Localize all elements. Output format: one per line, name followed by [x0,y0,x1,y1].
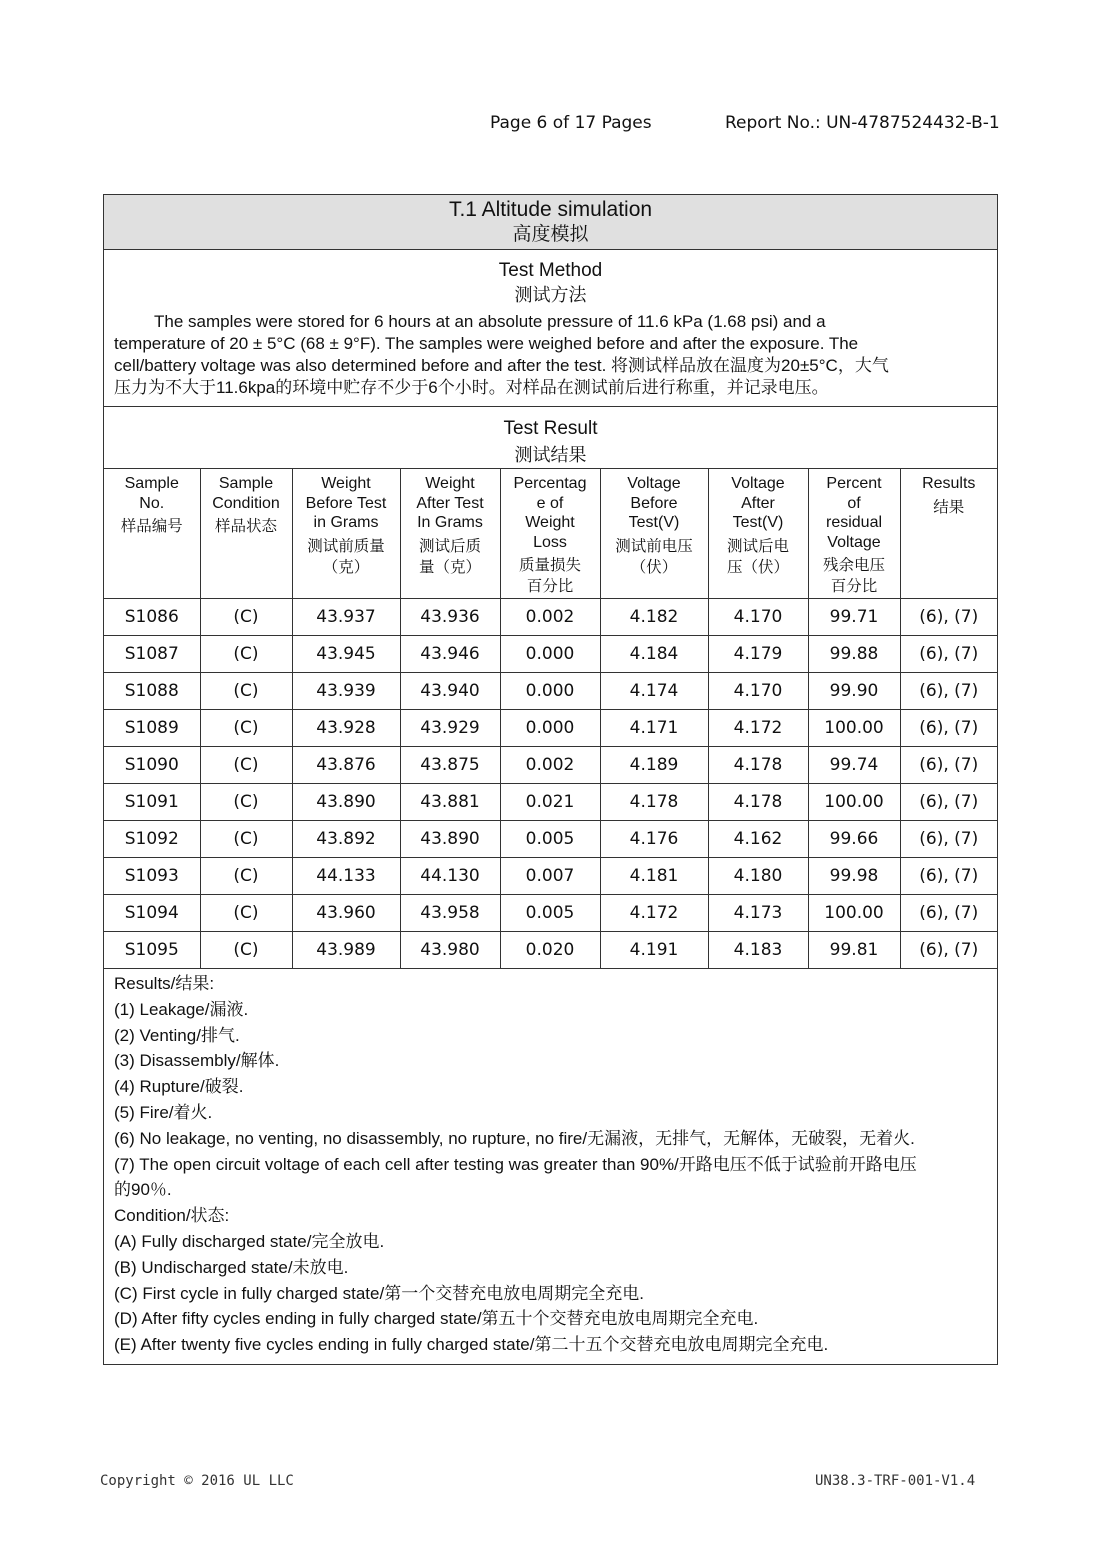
table-cell: 99.81 [808,932,900,969]
column-header-en: Weight After Test In Grams [416,475,484,531]
column-header-zh: 测试前质量 （克） [307,537,385,576]
table-cell: 4.178 [708,747,808,784]
column-header-en: Percentag e of Weight Loss [513,475,587,551]
table-cell: 43.929 [400,710,500,747]
table-row [104,784,997,821]
table-cell: 100.00 [808,710,900,747]
table-row [104,932,997,969]
table-cell: (C) [200,932,292,969]
table-cell: 4.180 [708,858,808,895]
table-cell: S1090 [104,747,200,784]
table-cell: (C) [200,710,292,747]
method-heading-zh: 测试方法 [514,285,587,305]
column-header [808,469,900,599]
table-cell: 99.66 [808,821,900,858]
note-line: (B) Undischarged state/未放电. [114,1257,349,1277]
table-cell: (6), (7) [900,895,997,932]
table-cell: (6), (7) [900,599,997,636]
column-header-en: Voltage Before Test(V) [627,475,681,531]
table-cell: 43.980 [400,932,500,969]
table-row [104,636,997,673]
table-cell: 4.172 [600,895,708,932]
title-en: T.1 Altitude simulation [448,198,653,221]
column-header-zh: 测试前电压 （伏） [615,537,693,576]
result-heading-en: Test Result [503,418,598,439]
table-cell: (6), (7) [900,932,997,969]
table-cell: 43.890 [292,784,400,821]
method-description [104,308,997,399]
table-cell: 43.939 [292,673,400,710]
results-table-section [104,469,997,969]
table-cell: (C) [200,784,292,821]
table-cell: (C) [200,747,292,784]
column-header-en: Sample Condition [212,475,280,512]
table-cell: 4.171 [600,710,708,747]
table-cell: 43.960 [292,895,400,932]
column-header-zh: 样品状态 [214,518,277,535]
results-notes [104,969,997,1364]
column-header-en: Weight Before Test in Grams [305,475,387,531]
table-cell: (C) [200,821,292,858]
table-cell: 100.00 [808,895,900,932]
note-line: (D) After fifty cycles ending in fully charged state/第五十个交替充电放电周期完全充电. [114,1309,759,1329]
table-cell: 4.183 [708,932,808,969]
table-cell: (C) [200,858,292,895]
column-header-zh: 测试后电 压（伏） [726,537,789,576]
table-row [104,821,997,858]
column-header-zh: 残余电压 百分比 [822,557,885,595]
table-cell: 44.130 [400,858,500,895]
table-cell: 4.176 [600,821,708,858]
table-cell: (6), (7) [900,636,997,673]
table-cell: 43.875 [400,747,500,784]
note-line: (1) Leakage/漏液. [114,999,249,1019]
note-line: (6) No leakage, no venting, no disassembly, no rupture, no fire/无漏液，无排气，无解体，无破裂，无着火. [114,1128,915,1148]
table-cell: 43.892 [292,821,400,858]
note-line: Condition/状态: [114,1206,230,1226]
table-cell: 0.000 [500,636,600,673]
column-header [500,469,600,599]
table-cell: 4.170 [708,599,808,636]
table-cell: 4.178 [708,784,808,821]
table-cell: 99.98 [808,858,900,895]
table-cell: 99.90 [808,673,900,710]
table-cell: 4.184 [600,636,708,673]
table-row [104,747,997,784]
table-cell: 4.174 [600,673,708,710]
result-heading-zh: 测试结果 [514,445,587,465]
table-cell: 43.876 [292,747,400,784]
table-cell: S1091 [104,784,200,821]
form-code: UN38.3-TRF-001-V1.4 [815,1473,976,1489]
method-line-3: cell/battery voltage was also determined before and after the test. 将测试样品放在温度为20±5°C，大气 [114,356,889,375]
page-number: Page 6 of 17 Pages [490,113,652,133]
table-cell: 0.005 [500,821,600,858]
note-line: (C) First cycle in fully charged state/第一个交替充电放电周期完全充电. [114,1283,644,1303]
column-header-en: Voltage After Test(V) [731,475,785,531]
table-cell: 4.172 [708,710,808,747]
table-cell: 4.189 [600,747,708,784]
table-row [104,710,997,747]
note-line: (7) The open circuit voltage of each cell after testing was greater than 90%/开路电压不低于试验前开路电压 [114,1154,917,1174]
column-header [708,469,808,599]
column-header [900,469,997,599]
table-cell: (C) [200,673,292,710]
table-cell: 43.937 [292,599,400,636]
report-number: Report No.: UN-4787524432-B-1 [725,113,1000,133]
table-cell: 0.007 [500,858,600,895]
method-line-1: The samples were stored for 6 hours at an absolute pressure of 11.6 kPa (1.68 psi) and a [154,312,826,331]
title-zh: 高度模拟 [512,224,589,245]
results-table [104,469,997,968]
column-header [600,469,708,599]
note-line: Results/结果: [114,974,215,993]
table-cell: 4.170 [708,673,808,710]
table-cell: 0.021 [500,784,600,821]
table-cell: S1089 [104,710,200,747]
table-cell: 4.178 [600,784,708,821]
method-heading-en: Test Method [498,260,603,281]
table-cell: 0.002 [500,599,600,636]
table-cell: 44.133 [292,858,400,895]
method-line-2: temperature of 20 ± 5°C (68 ± 9°F). The samples were weighed before and after the exposure. The [114,334,859,353]
note-line: (4) Rupture/破裂. [114,1077,244,1097]
table-cell: S1087 [104,636,200,673]
table-cell: 0.005 [500,895,600,932]
table-cell: 43.945 [292,636,400,673]
note-line: (E) After twenty five cycles ending in fully charged state/第二十五个交替充电放电周期完全充电. [114,1335,829,1355]
table-cell: (C) [200,895,292,932]
table-cell: 43.890 [400,821,500,858]
table-cell: S1092 [104,821,200,858]
table-row [104,599,997,636]
note-line: (5) Fire/着火. [114,1102,213,1122]
table-cell: 0.000 [500,673,600,710]
table-cell: (6), (7) [900,673,997,710]
table-cell: 99.71 [808,599,900,636]
column-header-en: Percent of residual Voltage [825,475,883,551]
column-header-zh: 测试后质 量（克） [418,537,481,576]
table-cell: (6), (7) [900,784,997,821]
table-cell: S1094 [104,895,200,932]
table-cell: (C) [200,599,292,636]
column-header [104,469,200,599]
test-method-section [104,250,997,407]
table-cell: 4.179 [708,636,808,673]
column-header [292,469,400,599]
column-header [200,469,292,599]
table-cell: (6), (7) [900,821,997,858]
test-result-heading [104,407,997,469]
column-header-zh: 样品编号 [120,518,183,535]
table-row [104,673,997,710]
column-header-zh: 结果 [933,498,965,516]
table-header-row [104,469,997,599]
table-cell: (6), (7) [900,710,997,747]
method-line-4: 压力为不大于11.6kpa的环境中贮存不少于6个小时。对样品在测试前后进行称重，并记录电压。 [114,378,829,397]
table-cell: 0.020 [500,932,600,969]
table-cell: 43.958 [400,895,500,932]
table-cell: 43.989 [292,932,400,969]
table-cell: 43.881 [400,784,500,821]
copyright: Copyright © 2016 UL LLC [100,1473,294,1489]
table-cell: 4.181 [600,858,708,895]
note-line: (A) Fully discharged state/完全放电. [114,1231,385,1251]
table-cell: 4.173 [708,895,808,932]
table-cell: 0.000 [500,710,600,747]
table-cell: 43.940 [400,673,500,710]
table-cell: 43.936 [400,599,500,636]
section-title [104,195,997,250]
table-cell: 43.928 [292,710,400,747]
table-cell: 100.00 [808,784,900,821]
table-cell: 4.162 [708,821,808,858]
column-header [400,469,500,599]
table-cell: 0.002 [500,747,600,784]
table-cell: 43.946 [400,636,500,673]
column-header-en: Sample No. [124,475,179,512]
test-report-box [103,194,998,1365]
table-cell: S1095 [104,932,200,969]
table-cell: (6), (7) [900,858,997,895]
table-cell: (C) [200,636,292,673]
table-cell: S1088 [104,673,200,710]
note-line: (2) Venting/排气. [114,1025,240,1045]
column-header-en: Results [922,475,976,492]
table-row [104,895,997,932]
table-cell: (6), (7) [900,747,997,784]
table-cell: 4.191 [600,932,708,969]
note-line: 的90％. [114,1180,172,1200]
table-cell: S1086 [104,599,200,636]
column-header-zh: 质量损失 百分比 [518,557,581,595]
table-cell: 4.182 [600,599,708,636]
table-cell: 99.88 [808,636,900,673]
table-row [104,858,997,895]
table-cell: 99.74 [808,747,900,784]
table-cell: S1093 [104,858,200,895]
note-line: (3) Disassembly/解体. [114,1051,280,1071]
